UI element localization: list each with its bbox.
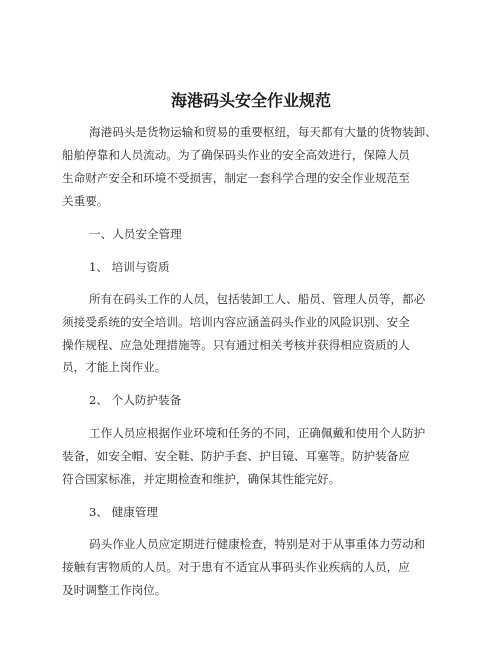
subsection-heading-2: 2、 个人防护装备 [89,393,182,407]
intro-line-2: 船舶停靠和人员流动。为了确保码头作业的安全高效进行，保障人员 [62,148,410,162]
intro-line-4: 关重要。 [62,194,109,208]
subsection-heading-1: 1、 培训与资质 [89,260,170,274]
section-heading-1: 一、人员安全管理 [89,227,182,241]
sub2-line-3: 符合国家标准，并定期检查和维护，确保其性能完好。 [62,472,341,486]
sub2-line-1: 工作人员应根据作业环境和任务的不同，正确佩戴和使用个人防护 [89,426,426,440]
sub1-line-4: 员，才能上岗作业。 [62,360,167,374]
sub1-line-3: 操作规程、应急处理措施等。只有通过相关考核并获得相应资质的人 [62,338,410,352]
sub1-line-1: 所有在码头工作的人员，包括装卸工人、船员、管理人员等，都必 [89,292,426,306]
subsection-heading-3: 3、 健康管理 [89,505,159,519]
sub2-line-2: 装备，如安全帽、安全鞋、防护手套、护目镜、耳塞等。防护装备应 [62,449,410,463]
sub3-line-1: 码头作业人员应定期进行健康检查，特别是对于从事重体力劳动和 [89,537,426,551]
document-title: 海港码头安全作业规范 [170,91,331,110]
sub3-line-2: 接触有害物质的人员。对于患有不适宜从事码头作业疾病的人员，应 [62,560,410,574]
intro-line-1: 海港码头是货物运输和贸易的重要枢纽，每天都有大量的货物装卸、 [89,125,437,139]
sub1-line-2: 须接受系统的安全培训。培训内容应涵盖码头作业的风险识别、安全 [62,315,410,329]
sub3-line-3: 及时调整工作岗位。 [62,583,167,597]
intro-line-3: 生命财产安全和环境不受损害，制定一套科学合理的安全作业规范至 [62,171,410,185]
